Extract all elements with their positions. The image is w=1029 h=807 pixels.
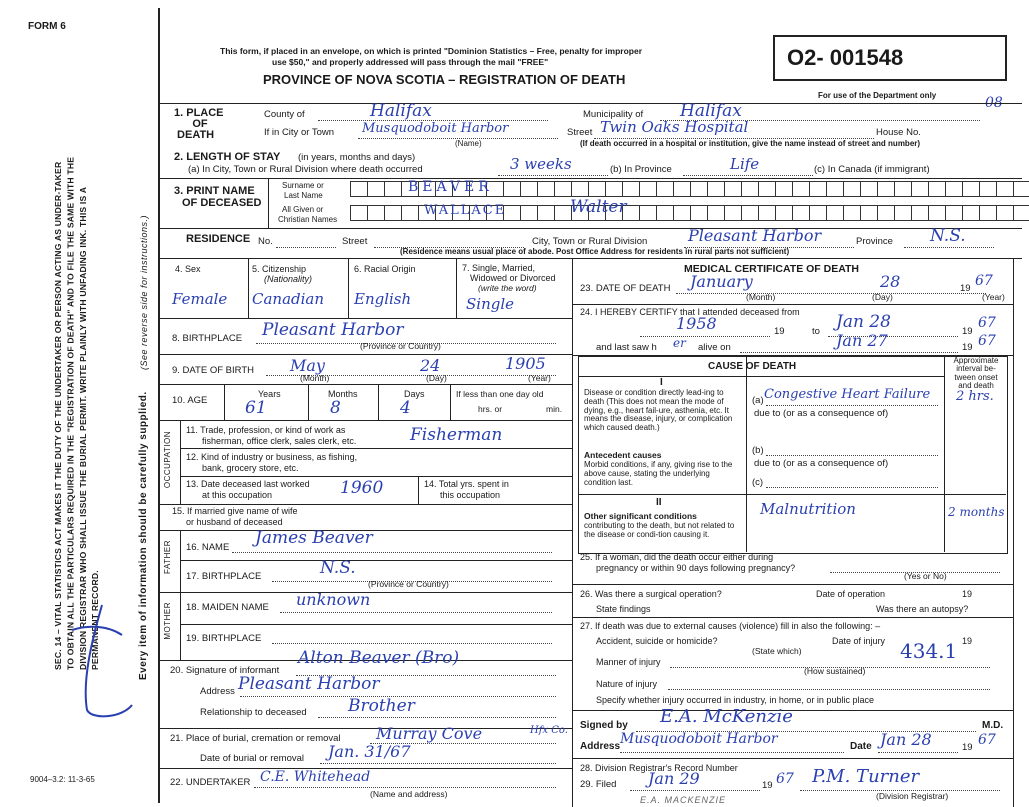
signed-by-value: E.A. McKenzie — [660, 706, 793, 727]
municipality-label: Municipality of — [583, 109, 644, 120]
birthplace-sub: (Province or Country) — [360, 341, 441, 351]
date-death-year-prefix: 19 — [960, 283, 971, 294]
antecedent-text: Morbid conditions, if any, giving rise to the above cause, stating the underlying condition last. — [584, 460, 733, 487]
rule — [180, 476, 572, 477]
industry-label: 12. Kind of industry or business, as fishing, — [186, 452, 358, 462]
undertaker-sub: (Name and address) — [370, 789, 448, 799]
street-value: Twin Oaks Hospital — [600, 118, 749, 136]
last-saw-value: er — [673, 336, 686, 350]
hrs-label: hrs. or — [478, 404, 503, 414]
dept-use-label: For use of the Department only — [818, 91, 937, 100]
city-name-sub: (Name) — [455, 139, 482, 148]
margin-line — [158, 8, 160, 803]
min-label: min. — [546, 404, 563, 414]
rule — [160, 228, 1022, 229]
rule — [160, 384, 572, 385]
alive-year: 67 — [978, 333, 996, 349]
dob-year: 1905 — [505, 354, 546, 373]
registration-number: O2- 001548 — [787, 45, 904, 70]
rule — [348, 258, 349, 318]
rule — [572, 304, 1013, 305]
age-years-label: Years — [258, 389, 281, 399]
filed-label: 29. Filed — [580, 779, 617, 790]
age-years-value: 61 — [245, 398, 267, 418]
print-name-label-2: OF DECEASED — [182, 197, 262, 209]
burial-date-value: Jan. 31/67 — [328, 742, 411, 761]
rule — [160, 728, 572, 729]
rule — [160, 504, 572, 505]
burial-place-value: Murray Cove — [376, 724, 483, 743]
residence-city-value: Pleasant Harbor — [688, 226, 822, 245]
q27-accident-label: Accident, suicide or homicide? — [596, 636, 718, 646]
occupation-side-label: OCCUPATION — [163, 431, 172, 489]
print-code: 9004–3.2: 11-3-65 — [30, 775, 95, 784]
sig-year-value: 67 — [978, 732, 996, 748]
residence-note: (Residence means usual place of abode. Post Office Address for residents in rural parts not sufficient) — [400, 247, 790, 256]
rule — [418, 476, 419, 504]
residence-province-value: N.S. — [930, 226, 966, 246]
rule — [272, 643, 552, 644]
age-days-value: 4 — [400, 398, 411, 418]
industry-label-2: bank, grocery store, etc. — [202, 463, 299, 473]
medical-header: MEDICAL CERTIFICATE OF DEATH — [684, 263, 859, 275]
rule — [232, 552, 552, 553]
side-instructions: (See reverse side for instructions.) — [139, 214, 149, 370]
q25-label: 25. If a woman, did the death occur either during — [580, 552, 774, 562]
stay-b-value: Life — [730, 155, 760, 173]
q26-label: 26. Was there a surgical operation? — [580, 589, 722, 599]
alive-value: Jan 27 — [836, 331, 888, 350]
rule — [254, 787, 556, 788]
dob-month-sub: (Month) — [300, 373, 330, 383]
q26-state-label: State findings — [596, 604, 651, 614]
citizenship-label: 5. Citizenship — [252, 264, 307, 274]
stay-a-label: (a) In City, Town or Rural Division where death occurred — [188, 164, 423, 175]
roman-two: II — [656, 497, 662, 508]
father-birthplace-value: N.S. — [320, 558, 356, 578]
rule — [160, 103, 1022, 104]
maiden-name-label: 18. MAIDEN NAME — [186, 602, 269, 613]
registrar-value: P.M. Turner — [812, 766, 920, 787]
rule — [280, 612, 552, 613]
citizenship-value: Canadian — [252, 290, 325, 308]
roman-one: I — [660, 377, 663, 388]
trade-label-2: fisherman, office clerk, sales clerk, etc. — [202, 436, 357, 446]
attended-to-prefix: 19 — [962, 326, 973, 337]
registrar-sub: (Division Registrar) — [876, 791, 949, 801]
attended-from: 1958 — [676, 314, 717, 333]
residence-label: RESIDENCE — [186, 233, 251, 245]
informant-address-label: Address — [200, 686, 235, 697]
surname-value: BEAVER — [408, 179, 493, 195]
age-label: 10. AGE — [172, 395, 208, 406]
rule — [878, 752, 958, 753]
rule — [318, 717, 556, 718]
sex-value: Female — [172, 290, 228, 308]
rule — [224, 384, 225, 420]
cause-a-value: Congestive Heart Failure — [764, 387, 931, 402]
citizenship-sub: (Nationality) — [264, 274, 313, 284]
informant-address-value: Pleasant Harbor — [238, 674, 380, 694]
undertaker-label: 22. UNDERTAKER — [170, 777, 251, 788]
antecedent-label: Antecedent causes — [584, 450, 662, 460]
rule — [668, 689, 990, 690]
code-value: 434.1 — [900, 639, 958, 663]
rule — [683, 175, 813, 176]
registration-number-box — [773, 35, 1007, 81]
date-death-month: January — [690, 272, 753, 291]
rule — [180, 530, 181, 660]
burial-place-label: 21. Place of burial, cremation or removal — [170, 733, 341, 744]
father-name-value: James Beaver — [255, 528, 373, 548]
rule — [180, 448, 572, 449]
rule — [160, 258, 1022, 259]
filed-year-prefix: 19 — [762, 780, 773, 791]
municipality-value: Halifax — [680, 101, 742, 121]
cause-a-interval: 2 hrs. — [956, 389, 994, 404]
marital-label-2: Widowed or Divorced — [470, 273, 556, 283]
other-conditions-interval: 2 months — [948, 505, 1005, 519]
rule — [268, 178, 269, 228]
county-value: Halifax — [370, 101, 432, 121]
rule — [308, 384, 309, 420]
racial-label: 6. Racial Origin — [354, 264, 416, 274]
rule — [766, 405, 938, 406]
q27-specify-label: Specify whether injury occurred in industry, in home, or in public place — [596, 695, 874, 705]
record-number-label: 28. Division Registrar's Record Number — [580, 763, 738, 773]
rule — [1013, 258, 1014, 807]
total-years-label-2: this occupation — [440, 490, 501, 500]
cause-header: CAUSE OF DEATH — [708, 361, 797, 372]
q25-label-2: pregnancy or within 90 days following pregnancy? — [596, 563, 796, 573]
place-of-death-label: 1. PLACE OF DEATH — [174, 107, 224, 141]
rule — [378, 384, 379, 420]
surname-label: Surname or — [282, 181, 324, 190]
printed-physician-name: E.A. MACKENZIE — [640, 795, 727, 805]
notice-line-1: This form, if placed in an envelope, on which is printed "Dominion Statistics – Free, penalty for improper — [220, 46, 643, 56]
rule — [904, 247, 994, 248]
rule — [572, 584, 1013, 585]
rule — [180, 624, 572, 625]
rule — [578, 494, 1006, 495]
rule — [676, 293, 986, 294]
rule — [572, 617, 1013, 618]
rule — [248, 258, 249, 318]
rule — [180, 420, 181, 504]
relationship-value: Brother — [348, 696, 415, 716]
less-than-day: If less than one day old — [456, 389, 544, 399]
rule — [572, 258, 573, 807]
side-supplied: Every item of information should be carefully supplied. — [138, 391, 149, 680]
signed-by-label: Signed by — [580, 720, 628, 731]
residence-city-label: City, Town or Rural Division — [532, 236, 648, 247]
attended-to: Jan 28 — [836, 312, 891, 332]
margin-signature-mark — [62, 600, 152, 730]
filed-value: Jan 29 — [648, 769, 700, 788]
stay-c-label: (c) In Canada (if immigrant) — [814, 164, 930, 175]
q27-how: (How sustained) — [804, 666, 866, 676]
father-birthplace-sub: (Province or Country) — [368, 579, 449, 589]
city-value: Musquodoboit Harbor — [362, 121, 509, 136]
rule — [746, 356, 747, 552]
cause-c-label: (c) — [752, 477, 764, 488]
attended-to-year: 67 — [978, 315, 996, 331]
residence-street-label: Street — [342, 236, 368, 247]
q27-label: 27. If death was due to external causes (violence) fill in also the following: – — [580, 621, 881, 631]
dob-day-sub: (Day) — [426, 373, 447, 383]
county-label: County of — [264, 109, 305, 120]
disease-label: Disease or condition directly lead-ing to death (This does not mean the mode of dying, e.g., heart fail-ure, asthenia, etc. It means the disease, injury, or complication which caused death.) — [584, 388, 733, 433]
rule — [320, 763, 556, 764]
other-conditions-label: Other significant conditions — [584, 511, 697, 521]
informant-label: 20. Signature of informant — [170, 665, 280, 676]
last-saw-label: and last saw h — [596, 342, 657, 353]
q27-date-label: Date of injury — [832, 636, 886, 646]
last-worked-label: 13. Date deceased last worked — [186, 479, 310, 489]
residence-no-label: No. — [258, 236, 273, 247]
rule — [630, 790, 760, 791]
q27-nature-label: Nature of injury — [596, 679, 658, 689]
length-of-stay-sub: (in years, months and days) — [298, 152, 416, 163]
form-title: PROVINCE OF NOVA SCOTIA – REGISTRATION OF DEATH — [263, 72, 626, 87]
attended-from-prefix: 19 — [774, 326, 785, 337]
rule — [572, 758, 1013, 759]
given-value: WALLACE — [424, 203, 507, 218]
mother-side-label: MOTHER — [163, 602, 172, 640]
trade-label: 11. Trade, profession, or kind of work as — [186, 425, 346, 435]
street-label: Street — [567, 127, 593, 138]
sig-year-prefix: 19 — [962, 742, 973, 753]
form-number: FORM 6 — [28, 21, 66, 32]
relationship-label: Relationship to deceased — [200, 707, 307, 718]
sig-date-value: Jan 28 — [880, 730, 932, 749]
md-label: M.D. — [982, 720, 1004, 731]
dob-year-sub: (Year) — [528, 373, 551, 383]
stay-a-value: 3 weeks — [510, 155, 572, 173]
rule — [766, 487, 938, 488]
house-label: House No. — [876, 127, 921, 138]
dob-month: May — [290, 356, 325, 375]
margin-mark: 08 — [985, 95, 1003, 111]
sex-label: 4. Sex — [175, 264, 201, 274]
maiden-name-value: unknown — [296, 590, 371, 609]
father-birthplace-label: 17. BIRTHPLACE — [186, 571, 262, 582]
side-statute: SEC. 14 – VITAL STATISTICS ACT MAKES IT THE DUTY OF THE UNDERTAKER OR PERSON ACTING AS UNDER-TAKER TO OBTAIN ALL THE PARTICULARS REQUIRED IN THE "REGISTRATION OF DEATH" AND TO FILE THE SAME WITH THE DIVISION REGISTRAR WHO SHALL ISSUE THE BURIAL PERMIT. WRITE PLAINLY WITH UNFADING INK. THIS IS A PERMANENT RECORD. — [53, 156, 101, 670]
birthplace-value: Pleasant Harbor — [262, 320, 404, 340]
marital-value: Single — [466, 295, 515, 313]
q26-date-label: Date of operation — [816, 589, 886, 599]
q25-sub: (Yes or No) — [904, 571, 947, 581]
rule — [450, 384, 451, 420]
rule — [160, 178, 1022, 179]
due-to-2: due to (or as a consequence of) — [754, 458, 889, 469]
institution-note: (If death occurred in a hospital or institution, give the name instead of street and number) — [580, 139, 921, 148]
age-months-label: Months — [328, 389, 358, 399]
marital-label-3: (write the word) — [478, 283, 537, 293]
racial-value: English — [354, 290, 412, 308]
spouse-label: 15. If married give name of wife — [172, 506, 298, 516]
given-value-2: Walter — [570, 197, 627, 217]
interval-header: Approximate interval be-tween onset and death — [953, 356, 999, 391]
q26-autopsy-label: Was there an autopsy? — [876, 604, 969, 614]
mother-birthplace-label: 19. BIRTHPLACE — [186, 633, 262, 644]
marital-label: 7. Single, Married, — [462, 263, 536, 273]
residence-province-label: Province — [856, 236, 893, 247]
q27-state-which: (State which) — [752, 646, 802, 656]
total-years-label: 14. Total yrs. spent in — [424, 479, 509, 489]
rule — [160, 420, 572, 421]
alive-year-prefix: 19 — [962, 342, 973, 353]
rule — [740, 352, 958, 353]
q26-year: 19 — [962, 589, 973, 599]
print-name-label: 3. PRINT NAME — [174, 185, 255, 197]
filed-year: 67 — [776, 771, 794, 787]
due-to-1: due to (or as a consequence of) — [754, 408, 889, 419]
given-label: All Given or — [282, 205, 324, 214]
date-death-day-sub: (Day) — [872, 292, 893, 302]
age-months-value: 8 — [330, 398, 341, 418]
birthplace-label: 8. BIRTHPLACE — [172, 333, 243, 344]
date-death-month-sub: (Month) — [746, 292, 776, 302]
rule — [578, 376, 944, 377]
last-worked-label-2: at this occupation — [202, 490, 273, 500]
burial-date-label: Date of burial or removal — [200, 753, 305, 764]
rule — [456, 258, 457, 318]
length-of-stay-label: 2. LENGTH OF STAY — [174, 151, 281, 163]
other-conditions-value: Malnutrition — [760, 500, 856, 518]
date-death-year: 67 — [975, 273, 993, 289]
to-label: to — [812, 326, 820, 337]
date-death-day: 28 — [880, 272, 901, 291]
date-death-year-sub: (Year) — [982, 292, 1005, 302]
trade-value: Fisherman — [410, 425, 503, 445]
dob-label: 9. DATE OF BIRTH — [172, 365, 254, 376]
father-name-label: 16. NAME — [186, 542, 230, 553]
dob-day: 24 — [420, 356, 441, 375]
sig-address-label: Address — [580, 741, 621, 752]
father-side-label: FATHER — [163, 540, 172, 574]
rule — [160, 318, 572, 319]
certify-label: 24. I HEREBY CERTIFY that I attended deceased from — [580, 307, 800, 317]
rule — [640, 336, 770, 337]
rule — [498, 175, 608, 176]
informant-value: Alton Beaver (Bro) — [298, 648, 460, 668]
q27-manner-label: Manner of injury — [596, 657, 661, 667]
notice-line-2: use $50," and properly addressed will pass through the mail "FREE" — [272, 57, 549, 67]
surname-label-2: Last Name — [284, 191, 323, 200]
given-label-2: Christian Names — [278, 215, 338, 224]
spouse-label-2: or husband of deceased — [186, 517, 283, 527]
rule — [180, 560, 572, 561]
date-death-label: 23. DATE OF DEATH — [580, 283, 671, 294]
q27-year: 19 — [962, 636, 973, 646]
city-label: If in City or Town — [264, 127, 335, 138]
age-days-label: Days — [404, 389, 425, 399]
sig-date-label: Date — [850, 741, 872, 752]
cause-a-label: (a) — [752, 395, 764, 406]
rule — [620, 752, 844, 753]
stay-b-label: (b) In Province — [610, 164, 672, 175]
sig-address-value: Musquodoboit Harbor — [620, 731, 778, 747]
rule — [276, 247, 336, 248]
cause-b-label: (b) — [752, 445, 764, 456]
rule — [766, 455, 938, 456]
other-conditions-text: contributing to the death, but not related to the disease or condi-tion causing it. — [584, 521, 735, 539]
last-worked-value: 1960 — [340, 478, 384, 498]
burial-place-note: Hfx Co. — [530, 725, 568, 736]
undertaker-value: C.E. Whitehead — [260, 769, 371, 785]
alive-label: alive on — [698, 342, 731, 353]
rule — [944, 356, 945, 552]
